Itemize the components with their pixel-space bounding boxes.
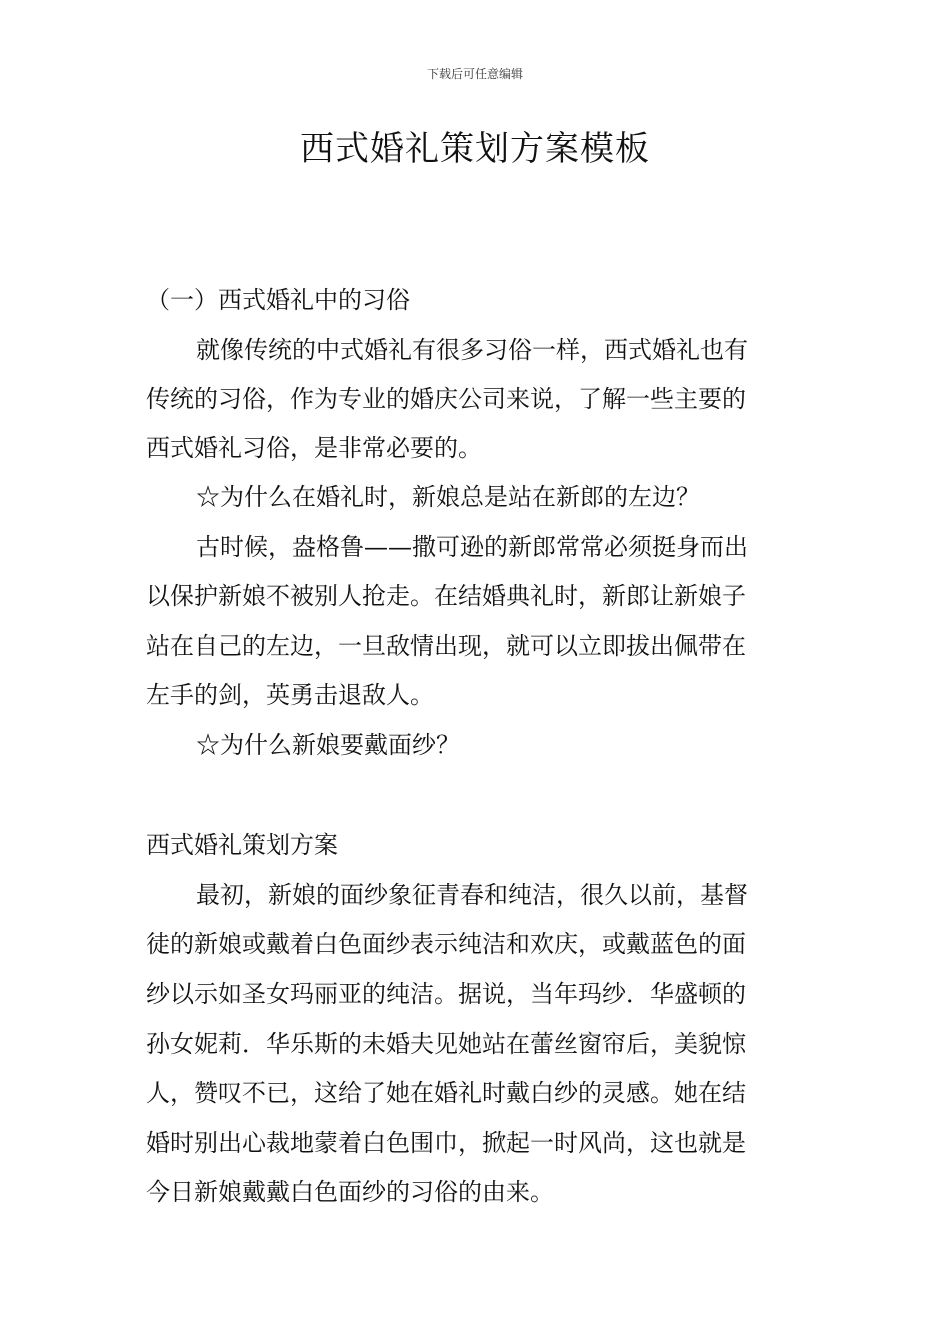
answer-line: 纱以示如圣女玛丽亚的纯洁。据说，当年玛纱．华盛顿的 [146, 980, 746, 1008]
document-title: 西式婚礼策划方案模板 [300, 129, 650, 169]
answer-line: 站在自己的左边，一旦敌情出现，就可以立即拔出佩带在 [146, 632, 746, 660]
answer-line: 最初，新娘的面纱象征青春和纯洁，很久以前，基督 [196, 881, 748, 909]
answer-line: 今日新娘戴戴白色面纱的习俗的由来。 [146, 1178, 554, 1206]
answer-line: 左手的剑，英勇击退敌人。 [146, 681, 434, 709]
answer-line: 徒的新娘或戴着白色面纱表示纯洁和欢庆，或戴蓝色的面 [146, 930, 746, 958]
answer-line: 古时候，盎格鲁——撒可逊的新郎常常必须挺身而出 [196, 533, 748, 561]
intro-line: 就像传统的中式婚礼有很多习俗一样，西式婚礼也有 [196, 336, 748, 364]
question-heading: ☆为什么新娘要戴面纱？ [196, 731, 460, 759]
intro-line: 西式婚礼习俗，是非常必要的。 [146, 434, 482, 462]
intro-line: 传统的习俗，作为专业的婚庆公司来说，了解一些主要的 [146, 385, 746, 413]
question-heading: ☆为什么在婚礼时，新娘总是站在新郎的左边？ [196, 483, 700, 511]
footer-heading: 西式婚礼策划方案 [146, 831, 338, 859]
header-note: 下载后可任意编辑 [426, 67, 523, 81]
answer-line: 孙女妮莉．华乐斯的未婚夫见她站在蕾丝窗帘后，美貌惊 [146, 1030, 746, 1058]
answer-line: 人，赞叹不已，这给了她在婚礼时戴白纱的灵感。她在结 [146, 1079, 746, 1107]
answer-line: 婚时别出心裁地蒙着白色围巾，掀起一时风尚，这也就是 [146, 1129, 746, 1157]
section-heading: （一）西式婚礼中的习俗 [146, 286, 410, 314]
answer-line: 以保护新娘不被别人抢走。在结婚典礼时，新郎让新娘子 [146, 582, 746, 610]
